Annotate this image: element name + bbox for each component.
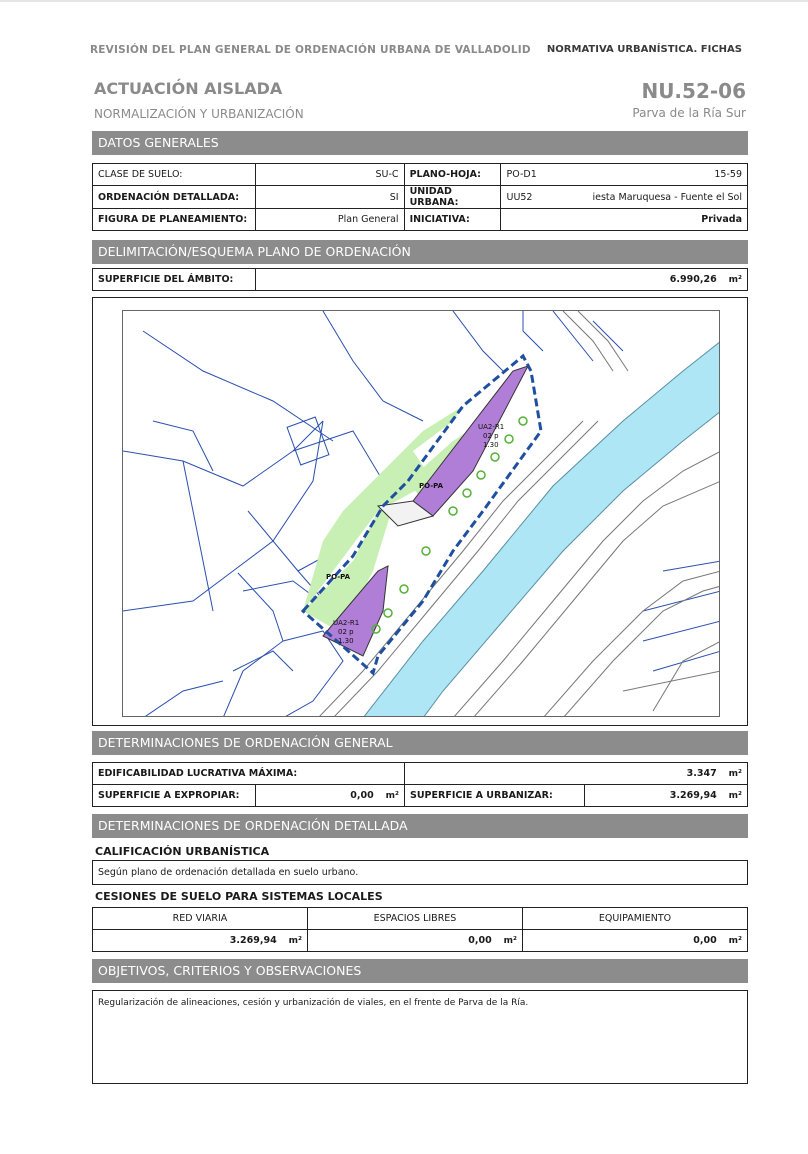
unidad-value [501, 186, 748, 209]
plano-hoja-b: 15-59 [714, 169, 742, 180]
iniciativa-value: Privada [501, 209, 748, 231]
iniciativa-label: INICIATIVA: [404, 209, 501, 231]
unidad-name: iesta Maruquesa - Fuente el Sol [592, 191, 742, 203]
map-label-ua-lower: UA2-R1 [333, 619, 360, 627]
expropiar-value: 0,00 [350, 790, 374, 801]
plano-hoja-value [501, 164, 748, 186]
urbanizar-unit: m² [728, 791, 742, 801]
edif-value: 3.347 [686, 768, 717, 779]
espacios-value: 0,00 [468, 935, 492, 946]
unidad-label: UNIDAD URBANA: [404, 186, 501, 209]
map-label-ua-upper-c: 1.30 [483, 441, 499, 449]
clase-suelo-value: SU-C [255, 164, 404, 186]
col-espacios-libres: ESPACIOS LIBRES [308, 908, 523, 930]
plano-hoja-a: PO-D1 [506, 169, 537, 180]
figura-label: FIGURA DE PLANEAMIENTO: [93, 209, 256, 231]
plano-hoja-label: PLANO-HOJA: [404, 164, 501, 186]
col-red-viaria: RED VIARIA [93, 908, 308, 930]
figura-value: Plan General [255, 209, 404, 231]
superficie-unit: m² [728, 275, 742, 285]
map-label-ua-upper: UA2-R1 [478, 423, 505, 431]
map-label-ua-upper-b: 02 p [483, 432, 499, 440]
ordenacion-label: ORDENACIÓN DETALLADA: [93, 186, 256, 209]
superficie-label: SUPERFICIE DEL ÁMBITO: [93, 269, 256, 291]
river [363, 341, 720, 717]
map-label-popa-lower: PO-PA [326, 573, 351, 581]
red-unit: m² [288, 936, 302, 946]
col-equipamiento: EQUIPAMIENTO [523, 908, 748, 930]
urbanizar-value-cell [585, 785, 748, 807]
general-data-table [92, 163, 748, 231]
map-label-ua-lower-c: 1.30 [338, 637, 354, 645]
equip-value: 0,00 [693, 935, 717, 946]
superficie-value: 6.990,26 [669, 274, 717, 285]
red-value-cell [93, 930, 308, 952]
plan-map-frame [92, 297, 748, 726]
plan-map [122, 310, 720, 717]
cesiones-table [92, 907, 748, 952]
cesiones-title: CESIONES DE SUELO PARA SISTEMAS LOCALES [95, 890, 383, 903]
urbanizar-value: 3.269,94 [669, 790, 717, 801]
edif-unit: m² [728, 769, 742, 779]
plan-map-drawing [123, 311, 720, 717]
top-rule [0, 0, 808, 2]
objetivos-text: Regularización de alineaciones, cesión y urbanización de viales, en el frente de Parva de la Ría. [92, 990, 748, 1084]
section-delimitacion: DELIMITACIÓN/ESQUEMA PLANO DE ORDENACIÓN [92, 240, 748, 264]
edif-label: EDIFICABILIDAD LUCRATIVA MÁXIMA: [93, 763, 405, 785]
red-value: 3.269,94 [229, 935, 277, 946]
expropiar-value-cell [256, 785, 405, 807]
place-name: Parva de la Ría Sur [632, 106, 746, 120]
section-objetivos: OBJETIVOS, CRITERIOS Y OBSERVACIONES [92, 959, 748, 983]
expropiar-unit: m² [385, 791, 399, 801]
det-general-table [92, 762, 748, 807]
equip-unit: m² [728, 936, 742, 946]
espacios-value-cell [308, 930, 523, 952]
section-datos-generales: DATOS GENERALES [92, 131, 748, 155]
espacios-unit: m² [503, 936, 517, 946]
map-label-popa-upper: PO-PA [419, 482, 444, 490]
document-header-left: REVISIÓN DEL PLAN GENERAL DE ORDENACIÓN URBANA DE VALLADOLID [90, 44, 531, 56]
section-det-general: DETERMINACIONES DE ORDENACIÓN GENERAL [92, 731, 748, 755]
record-code: NU.52-06 [641, 79, 746, 103]
calificacion-title: CALIFICACIÓN URBANÍSTICA [95, 845, 270, 858]
unidad-code: UU52 [506, 191, 533, 203]
equip-value-cell [523, 930, 748, 952]
document-header-right: NORMATIVA URBANÍSTICA. FICHAS [546, 44, 742, 55]
urbanizar-label: SUPERFICIE A URBANIZAR: [405, 785, 585, 807]
superficie-table [92, 268, 748, 291]
superficie-value-cell [256, 269, 748, 291]
clase-suelo-label: CLASE DE SUELO: [93, 164, 256, 186]
calificacion-text: Según plano de ordenación detallada en suelo urbano. [92, 860, 748, 885]
expropiar-label: SUPERFICIE A EXPROPIAR: [93, 785, 256, 807]
section-det-detallada: DETERMINACIONES DE ORDENACIÓN DETALLADA [92, 814, 748, 838]
edif-value-cell [405, 763, 748, 785]
map-label-ua-lower-b: 02 p [338, 628, 354, 636]
page-title: ACTUACIÓN AISLADA [94, 79, 283, 98]
ordenacion-value: SI [255, 186, 404, 209]
page-subtitle: NORMALIZACIÓN Y URBANIZACIÓN [94, 107, 304, 121]
